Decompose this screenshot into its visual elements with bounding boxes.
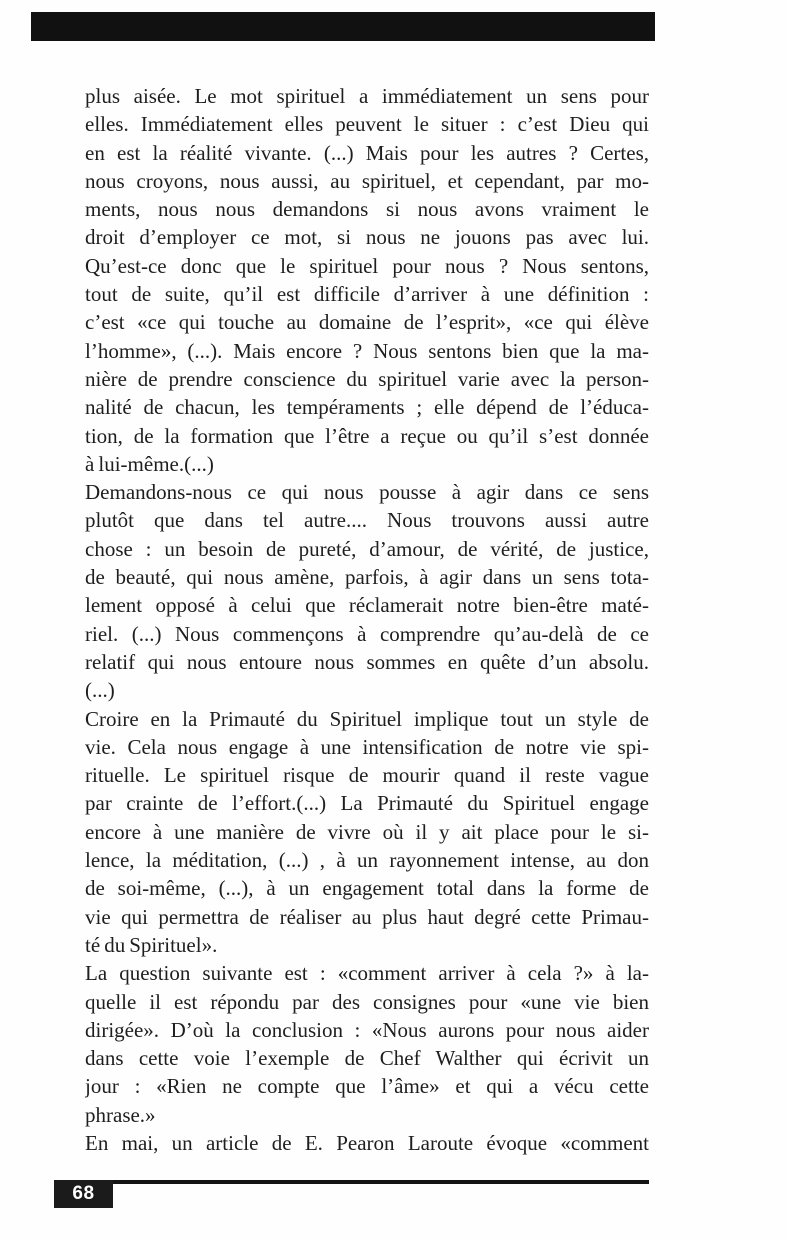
text-line: par crainte de l’effort.(...) La Primauté du Spirituel engage: [85, 791, 649, 816]
text-line: droit d’employer ce mot, si nous ne jouons pas avec lui.: [85, 225, 649, 250]
page-number: 68: [72, 1183, 95, 1204]
text-line: nalité de chacun, les tempéraments ; elle dépend de l’éduca-: [85, 395, 649, 420]
text-line: de beauté, qui nous amène, parfois, à agir dans un sens tota-: [85, 565, 649, 590]
page-number-box: [54, 1180, 113, 1208]
header-bar: [31, 12, 655, 41]
text-line: vie. Cela nous engage à une intensification de notre vie spi-: [85, 734, 649, 759]
text-line: en est la réalité vivante. (...) Mais pour les autres ? Certes,: [85, 140, 649, 165]
text-line: quelle il est répondu par des consignes pour «une vie bien: [85, 989, 649, 1014]
text-line: vie qui permettra de réaliser au plus haut degré cette Primau-: [85, 904, 649, 929]
text-line: dirigée». D’où la conclusion : «Nous aurons pour nous aider: [85, 1017, 649, 1042]
text-line: dans cette voie l’exemple de Chef Walther qui écrivit un: [85, 1046, 649, 1071]
text-line: nière de prendre conscience du spirituel varie avec la person-: [85, 366, 649, 391]
footer-rule: [54, 1180, 649, 1184]
text-block: [85, 82, 649, 1157]
text-line: plus aisée. Le mot spirituel a immédiatement un sens pour: [85, 84, 649, 108]
text-line: chose : un besoin de pureté, d’amour, de vérité, de justice,: [85, 536, 649, 561]
text-line: Demandons-nous ce qui nous pousse à agir dans ce sens: [85, 480, 649, 505]
text-line: Croire en la Primauté du Spirituel implique tout un style de: [85, 706, 649, 731]
text-line: encore à une manière de vivre où il y ait place pour le si-: [85, 819, 649, 844]
text-line: relatif qui nous entoure nous sommes en quête d’un absolu.: [85, 649, 649, 674]
text-line: riel. (...) Nous commençons à comprendre qu’au-delà de ce: [85, 621, 649, 646]
text-line: Qu’est-ce donc que le spirituel pour nous ? Nous sentons,: [85, 253, 649, 278]
text-line: c’est «ce qui touche au domaine de l’esprit», «ce qui élève: [85, 310, 649, 335]
text-line: plutôt que dans tel autre.... Nous trouvons aussi autre: [85, 508, 649, 533]
text-line: l’homme», (...). Mais encore ? Nous sentons bien que la ma-: [85, 338, 649, 363]
text-line: lence, la méditation, (...) , à un rayonnement intense, au don: [85, 848, 649, 873]
text-line: La question suivante est : «comment arriver à cela ?» à la-: [85, 961, 649, 986]
text-line: té du Spirituel».: [85, 932, 218, 957]
text-line: phrase.»: [85, 1102, 156, 1127]
text-line: à lui-même.(...): [85, 451, 214, 476]
text-line: lement opposé à celui que réclamerait notre bien-être maté-: [85, 593, 649, 618]
text-line: En mai, un article de E. Pearon Laroute évoque «comment: [85, 1130, 649, 1155]
text-line: rituelle. Le spirituel risque de mourir quand il reste vague: [85, 763, 649, 788]
text-line: de soi-même, (...), à un engagement total dans la forme de: [85, 876, 649, 901]
text-line: jour : «Rien ne compte que l’âme» et qui a vécu cette: [85, 1074, 649, 1099]
text-line: tout de suite, qu’il est difficile d’arriver à une définition :: [85, 282, 649, 307]
text-line: nous croyons, nous aussi, au spirituel, et cependant, par mo-: [85, 168, 649, 193]
text-line: ments, nous nous demandons si nous avons vraiment le: [85, 197, 649, 222]
text-line: tion, de la formation que l’être a reçue ou qu’il s’est donnée: [85, 423, 649, 448]
text-line: (...): [85, 678, 115, 703]
text-line: elles. Immédiatement elles peuvent le situer : c’est Dieu qui: [85, 112, 649, 137]
